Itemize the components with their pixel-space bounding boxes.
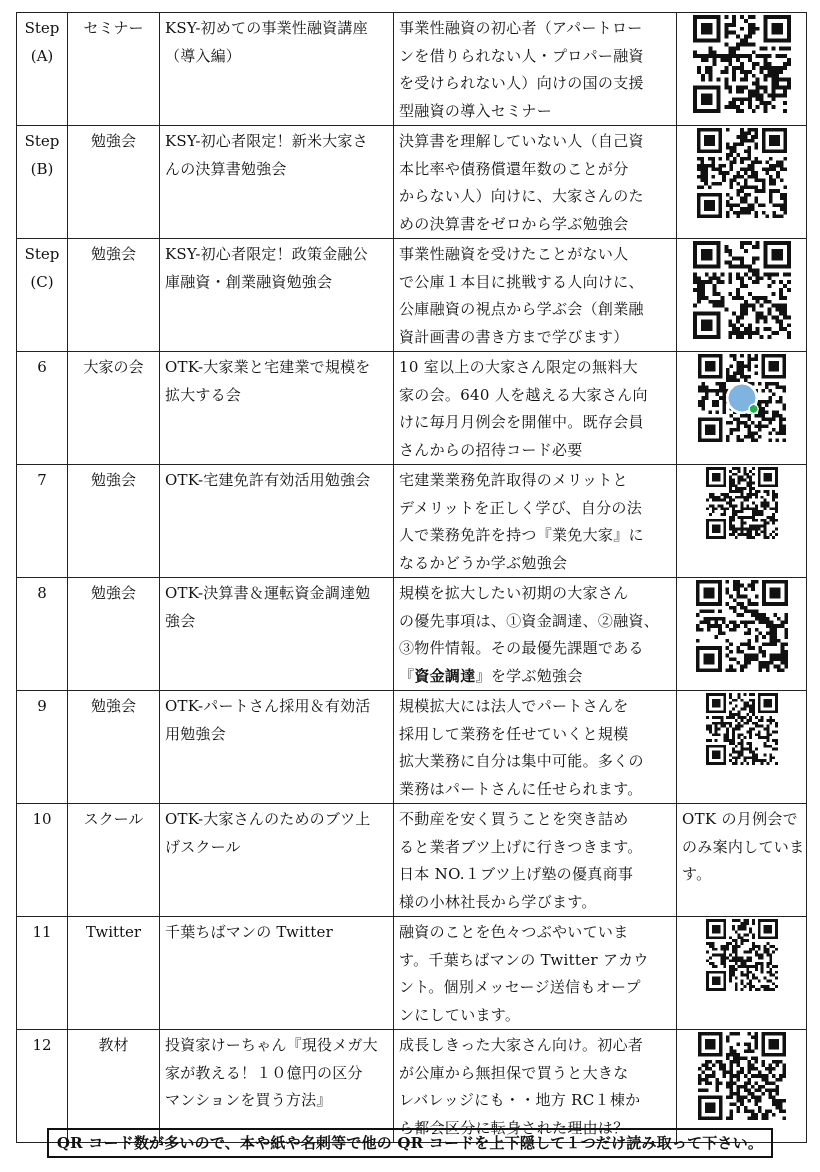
text-line: ら都会区分に転身された理由は？ <box>399 1118 629 1137</box>
text-line: 様の小林社長から学びます。 <box>399 892 597 911</box>
row-title <box>160 352 394 465</box>
qr-cell <box>677 691 807 804</box>
table-row <box>17 239 807 352</box>
row-title <box>160 126 394 239</box>
qr-code-icon[interactable] <box>706 919 778 991</box>
text-line: が公庫から無担保で買うと大きな <box>399 1063 629 1082</box>
row-description <box>394 239 677 352</box>
row-number <box>17 1030 68 1143</box>
qr-cell <box>677 917 807 1030</box>
row-title <box>160 465 394 578</box>
qr-cell <box>677 126 807 239</box>
text-line: 本比率や債務償還年数のことが分 <box>399 159 629 178</box>
text-line: げスクール <box>165 837 241 856</box>
text-line: んの決算書勉強会 <box>165 159 287 178</box>
row-description <box>394 917 677 1030</box>
table-row <box>17 126 807 239</box>
text-line: のみ案内していま <box>682 837 805 856</box>
text-line: けに毎月月例会を開催中。既存会員 <box>399 413 644 431</box>
row-note <box>677 804 807 917</box>
table-row <box>17 804 807 917</box>
text-line: （導入編） <box>165 46 242 65</box>
text-line: 不動産を安く買うことを突き詰め <box>399 810 629 828</box>
row-title <box>160 804 394 917</box>
row-description <box>394 691 677 804</box>
row-number <box>17 465 68 578</box>
row-type: 勉強会 <box>68 465 160 578</box>
text-line: の優先事項は、①資金調達、②融資、 <box>399 611 660 630</box>
qr-code-icon[interactable] <box>696 580 788 672</box>
text-line: さんからの招待コード必要 <box>399 440 583 459</box>
table-row <box>17 917 807 1030</box>
text-line: ると業者ブツ上げに行きつきます。 <box>399 837 643 856</box>
text-line: (A) <box>30 46 54 65</box>
row-number <box>17 352 68 465</box>
text-line: 業務はパートさんに任せられます。 <box>399 779 643 798</box>
table-row <box>17 465 807 578</box>
text-line: 融資のことを色々つぶやいていま <box>399 923 629 941</box>
text-line: KSY-初心者限定！政策金融公 <box>165 245 368 263</box>
text-line: レバレッジにも・・地方 RC１棟か <box>399 1091 641 1109</box>
qr-code-icon[interactable] <box>698 1032 786 1120</box>
text-line: 採用して業務を任せていくと規模 <box>399 724 629 743</box>
text-line: OTK-パートさん採用＆有効活 <box>165 697 371 715</box>
text-line: を受けられない人）向けの国の支援 <box>399 74 644 92</box>
row-type: 勉強会 <box>68 126 160 239</box>
text-line: KSY-初めての事業性融資講座 <box>165 19 368 37</box>
row-type: 教材 <box>68 1030 160 1143</box>
text-line: 庫融資・創業融資勉強会 <box>165 272 333 291</box>
emphasis-text: 資金調達 <box>414 666 476 685</box>
table-row <box>17 1030 807 1143</box>
table-row <box>17 691 807 804</box>
text-line: OTK-大家さんのためのブツ上 <box>165 810 371 828</box>
text-line: なるかどうか学ぶ勉強会 <box>399 553 568 572</box>
text-line: からない人）向けに、大家さんのた <box>399 187 644 205</box>
text-line: 12 <box>32 1036 52 1054</box>
text-line: 用勉強会 <box>165 724 226 743</box>
text-line: 家の会。640 人を越える大家さん向 <box>399 385 648 404</box>
text-line: 規模を拡大したい初期の大家さん <box>399 584 629 602</box>
row-number <box>17 239 68 352</box>
text-line: 拡大する会 <box>165 385 242 404</box>
qr-code-icon[interactable] <box>693 15 791 113</box>
text-line: 資計画書の書き方まで学びます） <box>399 327 629 346</box>
text-line: 11 <box>32 923 52 941</box>
row-type: セミナー <box>68 13 160 126</box>
row-number <box>17 804 68 917</box>
text-line: マンションを買う方法』 <box>165 1091 332 1109</box>
row-type: Twitter <box>68 917 160 1030</box>
text-line: 宅建業業務免許取得のメリットと <box>399 471 628 489</box>
text-line: (B) <box>30 159 54 178</box>
qr-cell <box>677 239 807 352</box>
row-number <box>17 691 68 804</box>
text-line: 9 <box>37 697 47 715</box>
row-type: 勉強会 <box>68 691 160 804</box>
text-line: 事業性融資を受けたことがない人 <box>399 245 629 263</box>
row-type: スクール <box>68 804 160 917</box>
row-title <box>160 13 394 126</box>
text-line <box>399 663 671 691</box>
qr-code-icon[interactable] <box>698 354 786 442</box>
text-tail: 』を学ぶ勉強会 <box>475 666 583 685</box>
text-line: 拡大業務に自分は集中可能。多くの <box>399 752 644 770</box>
table-row <box>17 352 807 465</box>
text-line: 決算書を理解していない人（自己資 <box>399 132 644 150</box>
text-line: 8 <box>37 584 47 602</box>
text-line: す。千葉ちばマンの Twitter アカウ <box>399 950 649 969</box>
text-line: 日本 NO.１ブツ上げ塾の優真商事 <box>399 865 634 883</box>
text-line: 千葉ちばマンの Twitter <box>165 923 333 941</box>
text-line: OTK-宅建免許有効活用勉強会 <box>165 471 371 489</box>
row-description <box>394 465 677 578</box>
text-line: (C) <box>30 272 54 291</box>
text-line: OTK の月例会で <box>682 810 798 828</box>
row-number <box>17 578 68 691</box>
text-line: 規模拡大には法人でパートさんを <box>399 697 629 715</box>
text-line: デメリットを正しく学び、自分の法 <box>399 498 643 517</box>
row-title <box>160 917 394 1030</box>
text-line: 投資家けーちゃん『現役メガ大 <box>165 1036 378 1054</box>
qr-cell <box>677 465 807 578</box>
text-line: Step <box>24 132 60 150</box>
row-number <box>17 917 68 1030</box>
qr-code-icon[interactable] <box>706 467 778 539</box>
text-line: 事業性融資の初心者（アパートロー <box>399 19 643 37</box>
text-line: 10 室以上の大家さん限定の無料大 <box>399 358 638 376</box>
row-title <box>160 578 394 691</box>
text-line: 強会 <box>165 611 196 630</box>
row-title <box>160 691 394 804</box>
text-line: 成長しきった大家さん向け。初心者 <box>399 1036 644 1054</box>
table-row <box>17 578 807 691</box>
qr-code-icon[interactable] <box>697 128 787 218</box>
table-row <box>17 13 807 126</box>
text-line: 人で業務免許を持つ『業免大家』に <box>399 526 644 544</box>
text-line: ンを借りられない人・プロパー融資 <box>399 46 644 65</box>
row-description <box>394 804 677 917</box>
text-line: 型融資の導入セミナー <box>399 101 553 120</box>
row-description <box>394 126 677 239</box>
row-number <box>17 13 68 126</box>
qr-cell <box>677 578 807 691</box>
text-line: めの決算書をゼロから学ぶ勉強会 <box>399 214 629 233</box>
text-line: 家が教える！１０億円の区分 <box>165 1063 363 1082</box>
text-line: 公庫融資の視点から学ぶ会（創業融 <box>399 300 644 318</box>
text-line: 7 <box>37 471 47 489</box>
text-line: す。 <box>682 865 712 883</box>
row-description <box>394 1030 677 1143</box>
qr-notice: QR コード数が多いので、本や紙や名刺等で他の QR コードを上下隠して１つだけ読み取って下さい。 <box>47 1128 773 1158</box>
qr-code-icon[interactable] <box>706 693 778 765</box>
text-line: ンにしています。 <box>399 1005 521 1024</box>
text-line: で公庫１本目に挑戦する人向けに、 <box>399 272 644 291</box>
text-line: KSY-初心者限定！新米大家さ <box>165 132 368 150</box>
text-line: 6 <box>37 358 47 376</box>
row-type: 勉強会 <box>68 239 160 352</box>
text-line: Step <box>24 19 60 37</box>
text-line: ③物件情報。その最優先課題である <box>399 639 644 657</box>
row-title <box>160 239 394 352</box>
qr-code-icon[interactable] <box>693 241 791 339</box>
row-description <box>394 578 677 691</box>
qr-cell <box>677 1030 807 1143</box>
row-title <box>160 1030 394 1143</box>
row-type: 勉強会 <box>68 578 160 691</box>
bracket-open: 『 <box>399 666 415 685</box>
row-type: 大家の会 <box>68 352 160 465</box>
text-line: Step <box>24 245 60 263</box>
row-description <box>394 13 677 126</box>
text-line: 10 <box>32 810 52 828</box>
seminar-table <box>16 12 807 1143</box>
text-line: OTK-決算書＆運転資金調達勉 <box>165 584 371 602</box>
qr-cell <box>677 13 807 126</box>
qr-cell <box>677 352 807 465</box>
text-line: OTK-大家業と宅建業で規模を <box>165 358 371 376</box>
text-line: ント。個別メッセージ送信もオープ <box>399 978 641 996</box>
row-description <box>394 352 677 465</box>
row-number <box>17 126 68 239</box>
